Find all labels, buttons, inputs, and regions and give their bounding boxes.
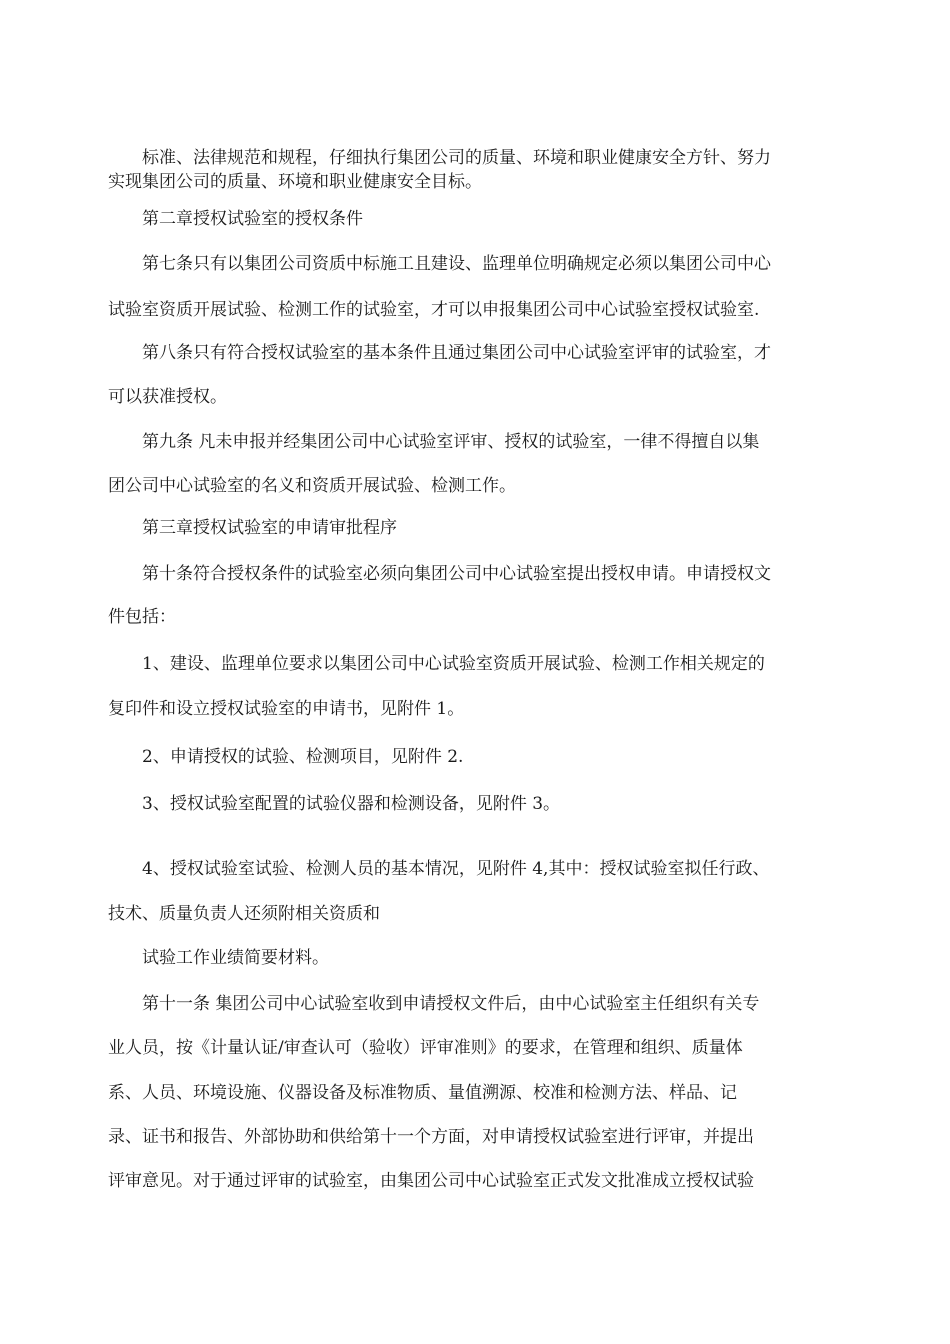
chapter-heading: 第二章授权试验室的授权条件 (142, 209, 363, 229)
article-line: 第十一条 集团公司中心试验室收到申请授权文件后，由中心试验室主任组织有关专 (142, 994, 760, 1014)
article-line: 件包括： (108, 607, 176, 627)
article-line: 录、证书和报告、外部协助和供给第十一个方面，对申请授权试验室进行评审，并提出 (108, 1127, 754, 1147)
chapter-heading: 第三章授权试验室的申请审批程序 (142, 518, 397, 538)
list-item-line: 2、申请授权的试验、检测项目，见附件 2. (142, 747, 464, 767)
paragraph-line: 标准、法律规范和规程，仔细执行集团公司的质量、环境和职业健康安全方针、努力 (142, 148, 771, 168)
list-item-line: 1、建设、监理单位要求以集团公司中心试验室资质开展试验、检测工作相关规定的 (142, 654, 765, 674)
article-line: 试验室资质开展试验、检测工作的试验室，才可以申报集团公司中心试验室授权试验室. (108, 300, 760, 320)
list-item-line: 3、授权试验室配置的试验仪器和检测设备，见附件 3。 (142, 794, 561, 814)
article-line: 第十条符合授权条件的试验室必须向集团公司中心试验室提出授权申请。申请授权文 (142, 564, 771, 584)
article-line: 业人员，按《计量认证/审查认可（验收）评审准则》的要求，在管理和组织、质量体 (108, 1038, 743, 1058)
article-line: 系、人员、环境设施、仪器设备及标准物质、量值溯源、校准和检测方法、样品、记 (108, 1083, 737, 1103)
article-line: 第七条只有以集团公司资质中标施工且建设、监理单位明确规定必须以集团公司中心 (142, 254, 771, 274)
list-item-line: 复印件和设立授权试验室的申请书，见附件 1。 (108, 699, 465, 719)
article-line: 可以获准授权。 (108, 387, 227, 407)
article-line: 第八条只有符合授权试验室的基本条件且通过集团公司中心试验室评审的试验室，才 (142, 343, 771, 363)
article-line: 团公司中心试验室的名义和资质开展试验、检测工作。 (108, 476, 516, 496)
article-line: 第九条 凡未申报并经集团公司中心试验室评审、授权的试验室，一律不得擅自以集 (142, 432, 760, 452)
list-item-line: 4、授权试验室试验、检测人员的基本情况，见附件 4,其中：授权试验室拟任行政、 (142, 859, 770, 879)
list-item-line: 试验工作业绩简要材料。 (142, 948, 329, 968)
article-line: 评审意见。对于通过评审的试验室，由集团公司中心试验室正式发文批准成立授权试验 (108, 1171, 754, 1191)
list-item-line: 技术、质量负责人还须附相关资质和 (108, 904, 380, 924)
paragraph-line: 实现集团公司的质量、环境和职业健康安全目标。 (108, 172, 482, 192)
